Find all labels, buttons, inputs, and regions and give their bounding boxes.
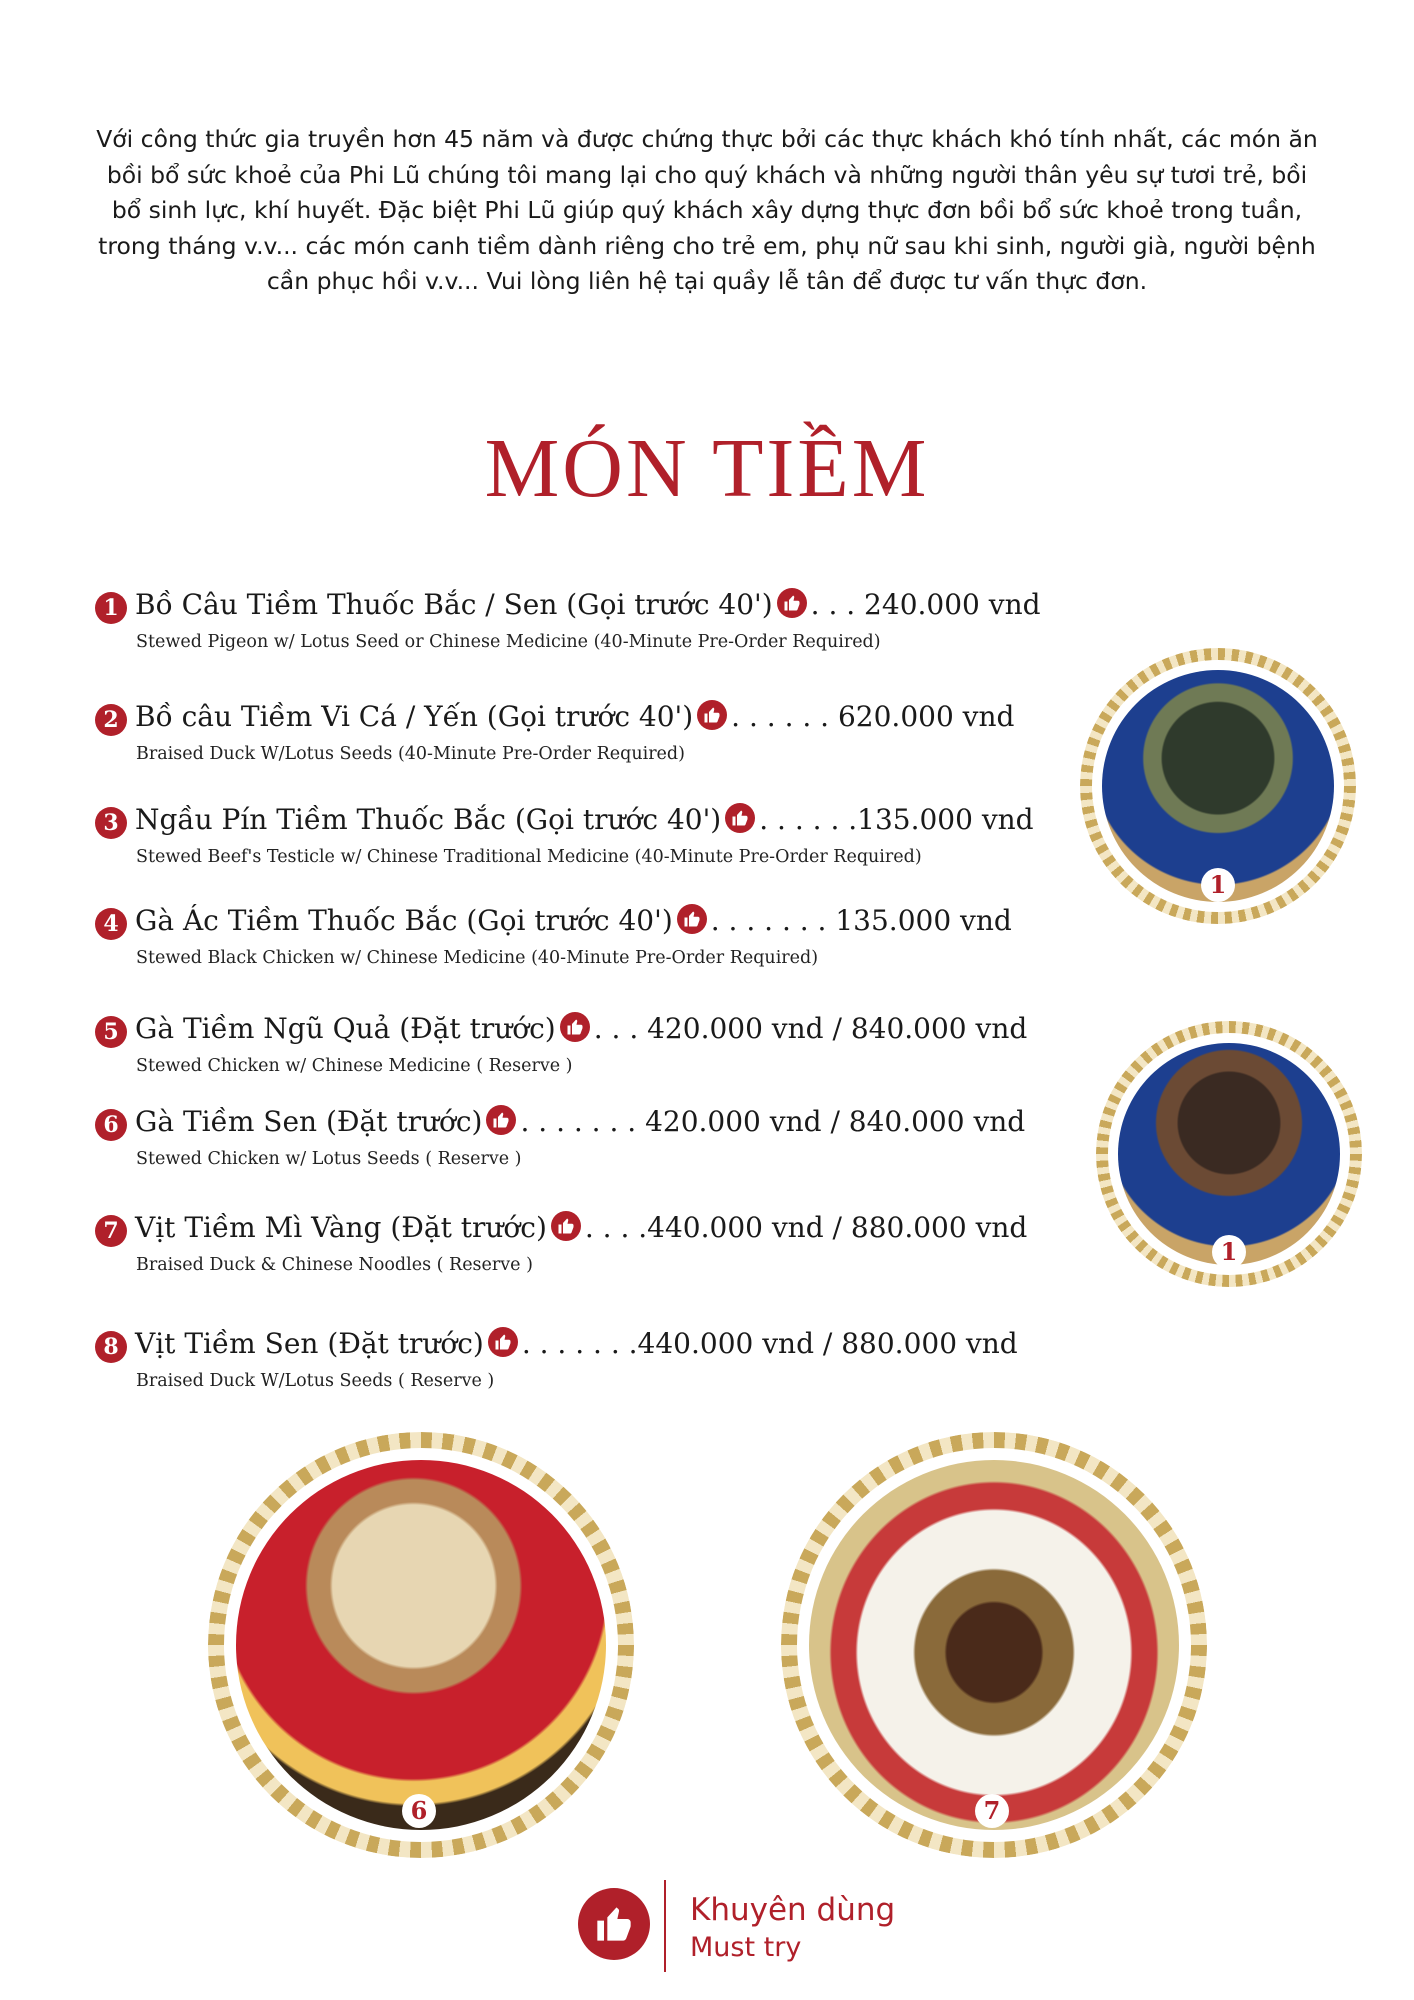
photo-badge: 1 [1212,1235,1246,1269]
item-english: Stewed Chicken w/ Lotus Seeds ( Reserve ) [136,1149,522,1169]
item-price: . . . 240.000 vnd [810,588,1041,621]
photo-badge: 1 [1201,868,1235,902]
intro-paragraph: Với công thức gia truyền hơn 45 năm và được chứng thực bởi các thực khách khó tính nhất, các món ăn bồi bổ sức khoẻ của Phi Lũ chúng tôi mang lại cho quý khách và những người thân yêu sự tươi trẻ, bồi bổ sinh lực, khí huyết. Đặc biệt Phi Lũ giúp quý khách xây dựng thực đơn bồi bổ sức khoẻ trong tuần, trong tháng v.v... các món canh tiềm dành riêng cho trẻ em, phụ nữ sau khi sinh, người già, người bệnh cần phục hồi v.v... Vui lòng liên hệ tại quầy lễ tân để được tư vấn thực đơn. [96,125,1318,295]
item-english: Stewed Pigeon w/ Lotus Seed or Chinese Medicine (40-Minute Pre-Order Required) [136,632,881,652]
thumbs-up-icon [777,588,807,618]
item-name: Gà Ác Tiềm Thuốc Bắc (Gọi trước 40') [135,904,673,937]
item-english: Braised Duck W/Lotus Seeds (40-Minute Pre-Order Required) [136,744,685,764]
thumbs-up-icon [578,1888,650,1960]
dish-photo-2 [1096,1021,1362,1287]
item-number: 3 [95,807,127,839]
thumbs-up-icon [677,904,707,934]
item-number: 4 [95,908,127,940]
item-price: . . . . . . 620.000 vnd [731,700,1015,733]
thumbs-up-icon [488,1327,518,1357]
section-title: MÓN TIỀM [484,422,930,515]
dish-photo-1 [1080,648,1356,924]
item-number: 6 [95,1109,127,1141]
dish-photo-4 [781,1432,1207,1858]
item-english: Stewed Chicken w/ Chinese Medicine ( Reserve ) [136,1056,573,1076]
item-number: 5 [95,1016,127,1048]
thumbs-up-icon [560,1012,590,1042]
item-number: 8 [95,1331,127,1363]
item-name: Vịt Tiềm Mì Vàng (Đặt trước) [135,1211,547,1244]
item-price: . . . . . . .440.000 vnd / 880.000 vnd [521,1327,1018,1360]
item-english: Stewed Beef's Testicle w/ Chinese Traditional Medicine (40-Minute Pre-Order Required) [136,847,922,867]
item-price: . . . 420.000 vnd / 840.000 vnd [593,1012,1028,1045]
item-name: Ngầu Pín Tiềm Thuốc Bắc (Gọi trước 40') [135,803,722,836]
item-price: . . . . . . . 135.000 vnd [710,904,1012,937]
item-english: Braised Duck & Chinese Noodles ( Reserve ) [136,1255,533,1275]
thumbs-up-icon [725,803,755,833]
item-name: Bồ câu Tiềm Vi Cá / Yến (Gọi trước 40') [135,700,694,733]
dish-photo-3 [208,1432,634,1858]
legend-divider [664,1880,666,1972]
item-name: Gà Tiềm Ngũ Quả (Đặt trước) [135,1012,556,1045]
item-price: . . . . . . . 420.000 vnd / 840.000 vnd [520,1105,1026,1138]
thumbs-up-icon [697,700,727,730]
thumbs-up-icon [551,1211,581,1241]
item-price: . . . . . .135.000 vnd [759,803,1034,836]
photo-badge: 6 [402,1794,436,1828]
item-number: 7 [95,1215,127,1247]
thumbs-up-icon [486,1105,516,1135]
item-price: . . . .440.000 vnd / 880.000 vnd [584,1211,1028,1244]
item-name: Vịt Tiềm Sen (Đặt trước) [135,1327,484,1360]
legend-label-vi: Khuyên dùng [690,1892,896,1928]
item-english: Braised Duck W/Lotus Seeds ( Reserve ) [136,1371,495,1391]
item-name: Gà Tiềm Sen (Đặt trước) [135,1105,483,1138]
item-number: 1 [95,592,127,624]
item-name: Bồ Câu Tiềm Thuốc Bắc / Sen (Gọi trước 40') [135,588,773,621]
item-number: 2 [95,704,127,736]
legend-label-en: Must try [690,1932,802,1963]
item-english: Stewed Black Chicken w/ Chinese Medicine (40-Minute Pre-Order Required) [136,948,819,968]
photo-badge: 7 [975,1794,1009,1828]
